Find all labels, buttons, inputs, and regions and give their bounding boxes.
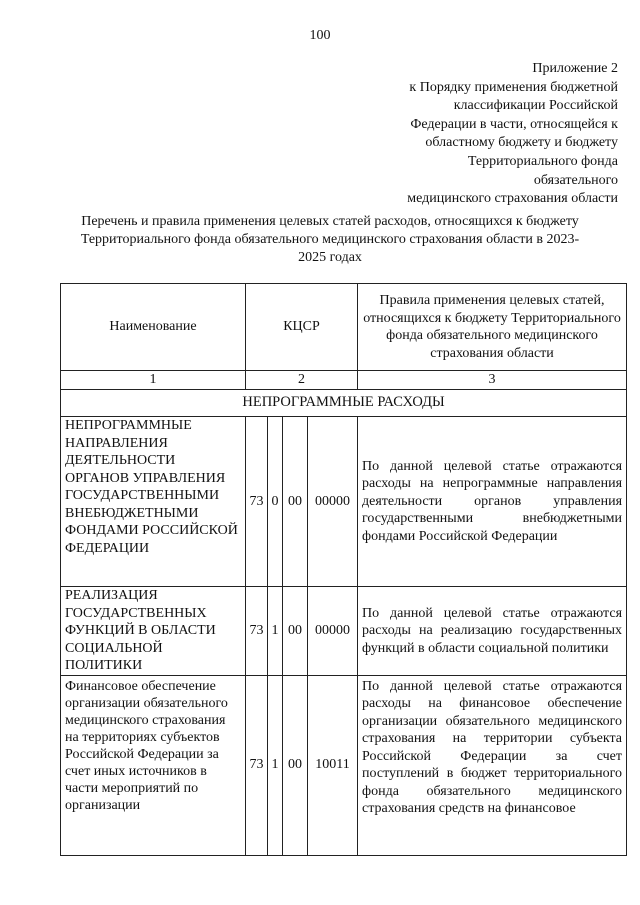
title-line: 2025 годах xyxy=(298,250,362,265)
appendix-line: обязательного xyxy=(533,172,618,188)
code-part: 73 xyxy=(246,417,268,587)
section-row xyxy=(61,390,627,417)
column-number: 1 xyxy=(61,371,246,390)
code-part: 73 xyxy=(246,587,268,676)
code-part: 00 xyxy=(283,675,308,855)
code-part: 00000 xyxy=(308,417,358,587)
appendix-line: Территориального фонда xyxy=(467,153,618,169)
row-name: Финансовое обеспечение организации обязательного медицинского страхования на территориях субъектов Российской Федерации за счет иных источников в части мероприятий по организации xyxy=(61,675,246,855)
appendix-line: Приложение 2 xyxy=(532,61,618,76)
appendix-line: Федерации в части, относящейся к xyxy=(410,116,618,132)
section-title: НЕПРОГРАММНЫЕ РАСХОДЫ xyxy=(61,390,627,417)
code-part: 00 xyxy=(283,417,308,587)
appendix-line: медицинского страхования области xyxy=(407,191,618,207)
row-rule: По данной целевой статье отражаются расходы на непрограммные направления деятельности органов управления государственными внебюджетными фондами Российской Федерации xyxy=(358,417,627,587)
row-name: РЕАЛИЗАЦИЯ ГОСУДАРСТВЕННЫХ ФУНКЦИЙ В ОБЛАСТИ СОЦИАЛЬНОЙ ПОЛИТИКИ xyxy=(61,587,246,676)
table-row xyxy=(61,587,627,676)
page-number: 100 xyxy=(309,28,331,43)
appendix-line: к Порядку применения бюджетной xyxy=(409,79,618,95)
table-row xyxy=(61,675,627,855)
code-part: 1 xyxy=(268,675,283,855)
code-part: 00000 xyxy=(308,587,358,676)
column-numbers-row xyxy=(61,371,627,390)
row-rule: По данной целевой статье отражаются расходы на реализацию государственных функций в области социальной политики xyxy=(358,587,627,676)
code-part: 0 xyxy=(268,417,283,587)
appendix-line: классификации Российской xyxy=(453,98,618,114)
column-number: 2 xyxy=(246,371,358,390)
column-number: 3 xyxy=(358,371,627,390)
code-part: 73 xyxy=(246,675,268,855)
table-header-row xyxy=(61,284,627,371)
appendix-line: областному бюджету и бюджету xyxy=(425,135,618,151)
code-part: 1 xyxy=(268,587,283,676)
title-line: Перечень и правила применения целевых статей расходов, относящихся к бюджету xyxy=(81,214,579,229)
code-part: 00 xyxy=(283,587,308,676)
table-row xyxy=(61,417,627,587)
target-articles-table xyxy=(60,283,627,856)
header-code: КЦСР xyxy=(246,284,358,371)
title-line: Территориального фонда обязательного медицинского страхования области в 2023- xyxy=(80,232,580,247)
document-title xyxy=(40,213,620,267)
header-rules: Правила применения целевых статей, относящихся к бюджету Территориального фонда обязательного медицинского страхования области xyxy=(358,284,627,371)
row-rule: По данной целевой статье отражаются расходы на финансовое обеспечение организации обязательного медицинского страхования на территории субъекта Российской Федерации за счет поступлений в бюджет территориального фонда обязательного медицинского страхования средств на финансовое xyxy=(358,675,627,855)
header-name: Наименование xyxy=(61,284,246,371)
appendix-block xyxy=(358,60,618,209)
row-name: НЕПРОГРАММНЫЕ НАПРАВЛЕНИЯ ДЕЯТЕЛЬНОСТИ ОРГАНОВ УПРАВЛЕНИЯ ГОСУДАРСТВЕННЫМИ ВНЕБЮДЖЕТНЫМИ ФОНДАМИ РОССИЙСКОЙ ФЕДЕРАЦИИ xyxy=(61,417,246,587)
code-part: 10011 xyxy=(308,675,358,855)
